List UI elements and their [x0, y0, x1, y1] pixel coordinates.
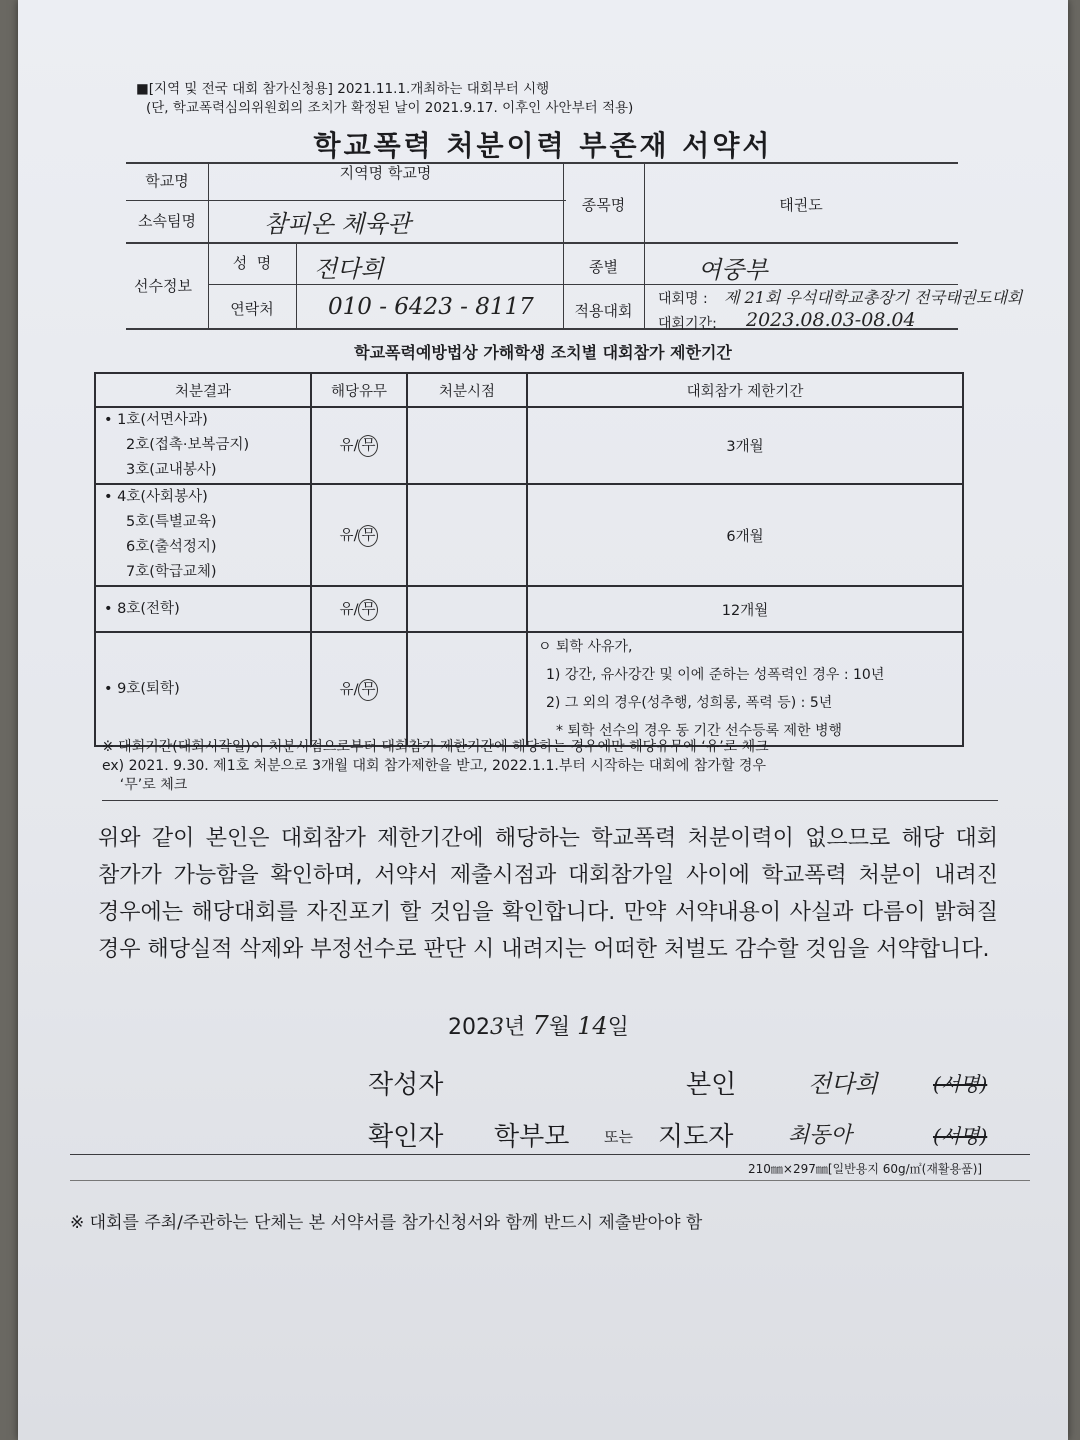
table-header-row — [95, 373, 963, 407]
team-value: 참피온 체육관 — [264, 210, 411, 238]
athlete-label: 선수정보 — [134, 277, 192, 295]
date-year-suffix: 년 — [504, 1015, 526, 1040]
self-signature[interactable]: 전다희 — [808, 1070, 878, 1098]
yes-option: 유 — [339, 438, 354, 454]
yes-no-cell[interactable]: 유/ 무 — [311, 586, 407, 632]
form-paper — [18, 0, 1068, 1440]
sanction-date-cell[interactable] — [407, 484, 527, 586]
note-line: ※ 대회기간(대회시작일)이 처분시점으로부터 대회참가 제한기간에 해당하는 경우에만 해당유무에 ‘유’로 체크 — [102, 739, 769, 755]
header-note-line1: ■[지역 및 전국 대회 참가신청용] 2021.11.1.개최하는 대회부터 시행 — [136, 81, 550, 97]
grade-cell — [95, 407, 311, 484]
competition-label: 적용대회 — [574, 302, 633, 320]
col-header: 대회참가 제한기간 — [527, 373, 963, 407]
grade-item: 5호(특별교육) — [126, 514, 217, 530]
sanction-date-cell[interactable] — [407, 632, 527, 746]
grade-item: 3호(교내봉사) — [126, 462, 217, 478]
document-title: 학교폭력 처분이력 부존재 서약서 — [313, 129, 773, 162]
grade-cell — [95, 586, 311, 632]
category-value: 여중부 — [698, 256, 768, 284]
or-label: 또는 — [604, 1128, 633, 1146]
expulsion-line: * 퇴학 선수의 경우 동 기간 선수등록 제한 병행 — [556, 723, 843, 739]
sanction-date-cell[interactable] — [407, 586, 527, 632]
notes — [102, 738, 769, 795]
date-year-prefix: 202 — [448, 1015, 490, 1040]
comp-name-value: 제 21회 우석대학교총장기 전국태권도대회 — [724, 288, 1023, 307]
sanction-table — [94, 372, 964, 747]
comp-period-label: 대회기간: — [658, 316, 717, 332]
period-cell: 6개월 — [527, 484, 963, 586]
yes-no-cell[interactable]: 유/ 무 — [311, 484, 407, 586]
coach-label: 지도자 — [658, 1122, 734, 1152]
table-row — [95, 586, 963, 632]
period-cell: 3개월 — [527, 407, 963, 484]
comp-name-label: 대회명 : — [658, 291, 708, 307]
coach-sign-stamp: (서명) — [933, 1124, 988, 1148]
self-sign-stamp: (서명) — [933, 1072, 988, 1096]
date-day: 14 — [577, 1012, 608, 1040]
grid-line — [126, 200, 566, 201]
expulsion-line: 1) 강간, 유사강간 및 이에 준하는 성폭력인 경우 : 10년 — [546, 667, 885, 683]
contact-label: 연락처 — [230, 300, 274, 318]
category-label: 종별 — [589, 258, 618, 276]
col-header: 처분시점 — [407, 373, 527, 407]
event-label: 종목명 — [581, 196, 626, 214]
expulsion-line: ㅇ 퇴학 사유가, — [538, 639, 633, 655]
table-row — [95, 632, 963, 746]
self-label: 본인 — [686, 1070, 737, 1100]
divider — [70, 1180, 1030, 1181]
date-year-handwritten: 3 — [490, 1015, 504, 1040]
grid-line — [644, 162, 645, 330]
yes-no-cell[interactable]: 유/ 무 — [311, 632, 407, 746]
no-option-circled: 무 — [358, 525, 378, 547]
event-value: 태권도 — [779, 196, 823, 214]
no-option-circled: 무 — [358, 679, 378, 701]
yes-no-cell[interactable]: 유/ 무 — [311, 407, 407, 484]
table-title: 학교폭력예방법상 가해학생 조치별 대회참가 제한기간 — [354, 343, 732, 362]
divider — [70, 1154, 1030, 1155]
grade-item: 2호(접촉·보복금지) — [126, 437, 250, 453]
yes-option: 유 — [339, 681, 354, 698]
grade-item: • 8호(전학) — [104, 600, 180, 617]
no-option-circled: 무 — [358, 435, 378, 457]
table-row — [95, 407, 963, 484]
confirmer-label: 확인자 — [368, 1122, 444, 1152]
expulsion-period-cell — [527, 632, 963, 746]
grade-cell — [95, 632, 311, 746]
coach-signature[interactable]: 최동아 — [788, 1123, 852, 1148]
signing-date — [448, 1010, 629, 1041]
school-label: 학교명 — [145, 172, 189, 190]
note-line: ex) 2021. 9.30. 제1호 처분으로 3개월 대회 참가제한을 받고, 2022.1.1.부터 시작하는 대회에 참가할 경우 — [102, 758, 766, 774]
yes-option: 유 — [339, 527, 354, 544]
grade-cell — [95, 484, 311, 586]
footer-note: ※ 대회를 주최/주관하는 단체는 본 서약서를 참가신청서와 함께 반드시 제출받아야 함 — [70, 1213, 703, 1233]
grade-item: • 9호(퇴학) — [104, 680, 180, 697]
parent-label: 학부모 — [494, 1122, 570, 1152]
school-value: 지역명 학교명 — [339, 164, 432, 182]
header-note-line2: (단, 학교폭력심의위원회의 조치가 확정된 날이 2021.9.17. 이후인 사안부터 적용) — [146, 100, 634, 116]
contact-value: 010 - 6423 - 8117 — [328, 294, 534, 320]
date-month-label: 월 — [548, 1015, 571, 1040]
yes-option: 유 — [339, 601, 354, 618]
col-header: 처분결과 — [95, 373, 311, 407]
col-header: 해당유무 — [311, 373, 407, 407]
date-month: 7 — [532, 1011, 549, 1041]
grade-item: • 1호(서면사과) — [104, 412, 208, 428]
grade-item: • 4호(사회봉사) — [104, 489, 208, 505]
paper-spec: 210㎜×297㎜[일반용지 60g/㎡(재활용품)] — [748, 1162, 983, 1176]
table-row — [95, 484, 963, 586]
date-day-label: 일 — [607, 1015, 629, 1040]
divider — [102, 800, 998, 801]
no-option-circled: 무 — [358, 599, 378, 621]
sanction-date-cell[interactable] — [407, 407, 527, 484]
grade-item: 7호(학급교체) — [126, 564, 217, 580]
grid-line — [296, 242, 297, 330]
name-value: 전다희 — [314, 255, 384, 283]
comp-period-value: 2023.08.03-08.04 — [746, 309, 916, 331]
writer-label: 작성자 — [368, 1070, 444, 1100]
team-label: 소속팀명 — [138, 212, 196, 230]
note-line: ‘무’로 체크 — [102, 777, 188, 793]
name-label: 성 명 — [232, 254, 272, 272]
period-cell: 12개월 — [527, 586, 963, 632]
header-note — [136, 80, 633, 118]
expulsion-line: 2) 그 외의 경우(성추행, 성희롱, 폭력 등) : 5년 — [546, 695, 833, 711]
pledge-text: 위와 같이 본인은 대회참가 제한기간에 해당하는 학교폭력 처분이력이 없으므로 해당 대회 참가가 가능함을 확인하며, 서약서 제출시점과 대회참가일 사이에 학교폭력 처분이 내려진 경우에는 해당대회를 자진포기 할 것임을 확인합니다. 만약 서약내용이 사실과 다름이 밝혀질 경우 해당실적 삭제와 부정선수로 판단 시 내려지는 어떠한 처벌도 감수할 것임을 서약합니다. — [98, 826, 998, 962]
grade-item: 6호(출석정지) — [126, 539, 217, 555]
grid-line — [126, 242, 958, 244]
